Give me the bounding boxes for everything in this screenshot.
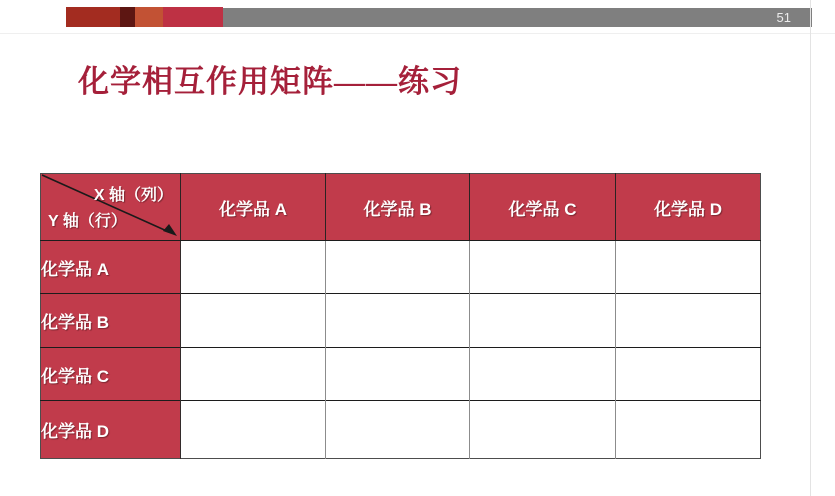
accent-segment-4 <box>163 7 223 27</box>
page-number: 51 <box>776 10 791 25</box>
row-header-chemical-b: 化学品 B <box>41 294 181 348</box>
matrix-cell <box>470 241 616 294</box>
header-divider-line <box>0 33 835 34</box>
matrix-cell <box>616 294 761 348</box>
matrix-corner-cell <box>41 174 181 241</box>
row-header-chemical-a: 化学品 A <box>41 241 181 294</box>
matrix-cell <box>616 241 761 294</box>
matrix-cell <box>616 401 761 459</box>
column-header-chemical-b: 化学品 B <box>326 174 470 241</box>
matrix-cell <box>470 348 616 401</box>
table-row <box>41 241 761 294</box>
interaction-matrix-table <box>40 173 761 459</box>
table-row <box>41 294 761 348</box>
table-row <box>41 348 761 401</box>
matrix-cell <box>181 401 326 459</box>
matrix-cell <box>326 294 470 348</box>
row-header-chemical-d: 化学品 D <box>41 401 181 459</box>
matrix-cell <box>470 294 616 348</box>
row-header-chemical-c: 化学品 C <box>41 348 181 401</box>
slide-right-edge <box>810 0 811 496</box>
accent-segment-1 <box>66 7 120 27</box>
accent-segment-2 <box>120 7 135 27</box>
matrix-cell <box>470 401 616 459</box>
accent-segment-3 <box>135 7 163 27</box>
header-gray-bar <box>223 8 812 27</box>
matrix-cell <box>181 294 326 348</box>
matrix-cell <box>326 401 470 459</box>
column-header-chemical-d: 化学品 D <box>616 174 761 241</box>
column-header-chemical-a: 化学品 A <box>181 174 326 241</box>
table-row <box>41 401 761 459</box>
top-accent-bar <box>66 7 812 27</box>
matrix-cell <box>181 241 326 294</box>
x-axis-label: X 轴（列） <box>93 187 173 204</box>
slide-title: 化学相互作用矩阵——练习 <box>78 64 462 99</box>
matrix-cell <box>326 348 470 401</box>
y-axis-label: Y 轴（行） <box>48 213 127 230</box>
column-header-chemical-c: 化学品 C <box>470 174 616 241</box>
matrix-cell <box>181 348 326 401</box>
matrix-cell <box>326 241 470 294</box>
matrix-cell <box>616 348 761 401</box>
